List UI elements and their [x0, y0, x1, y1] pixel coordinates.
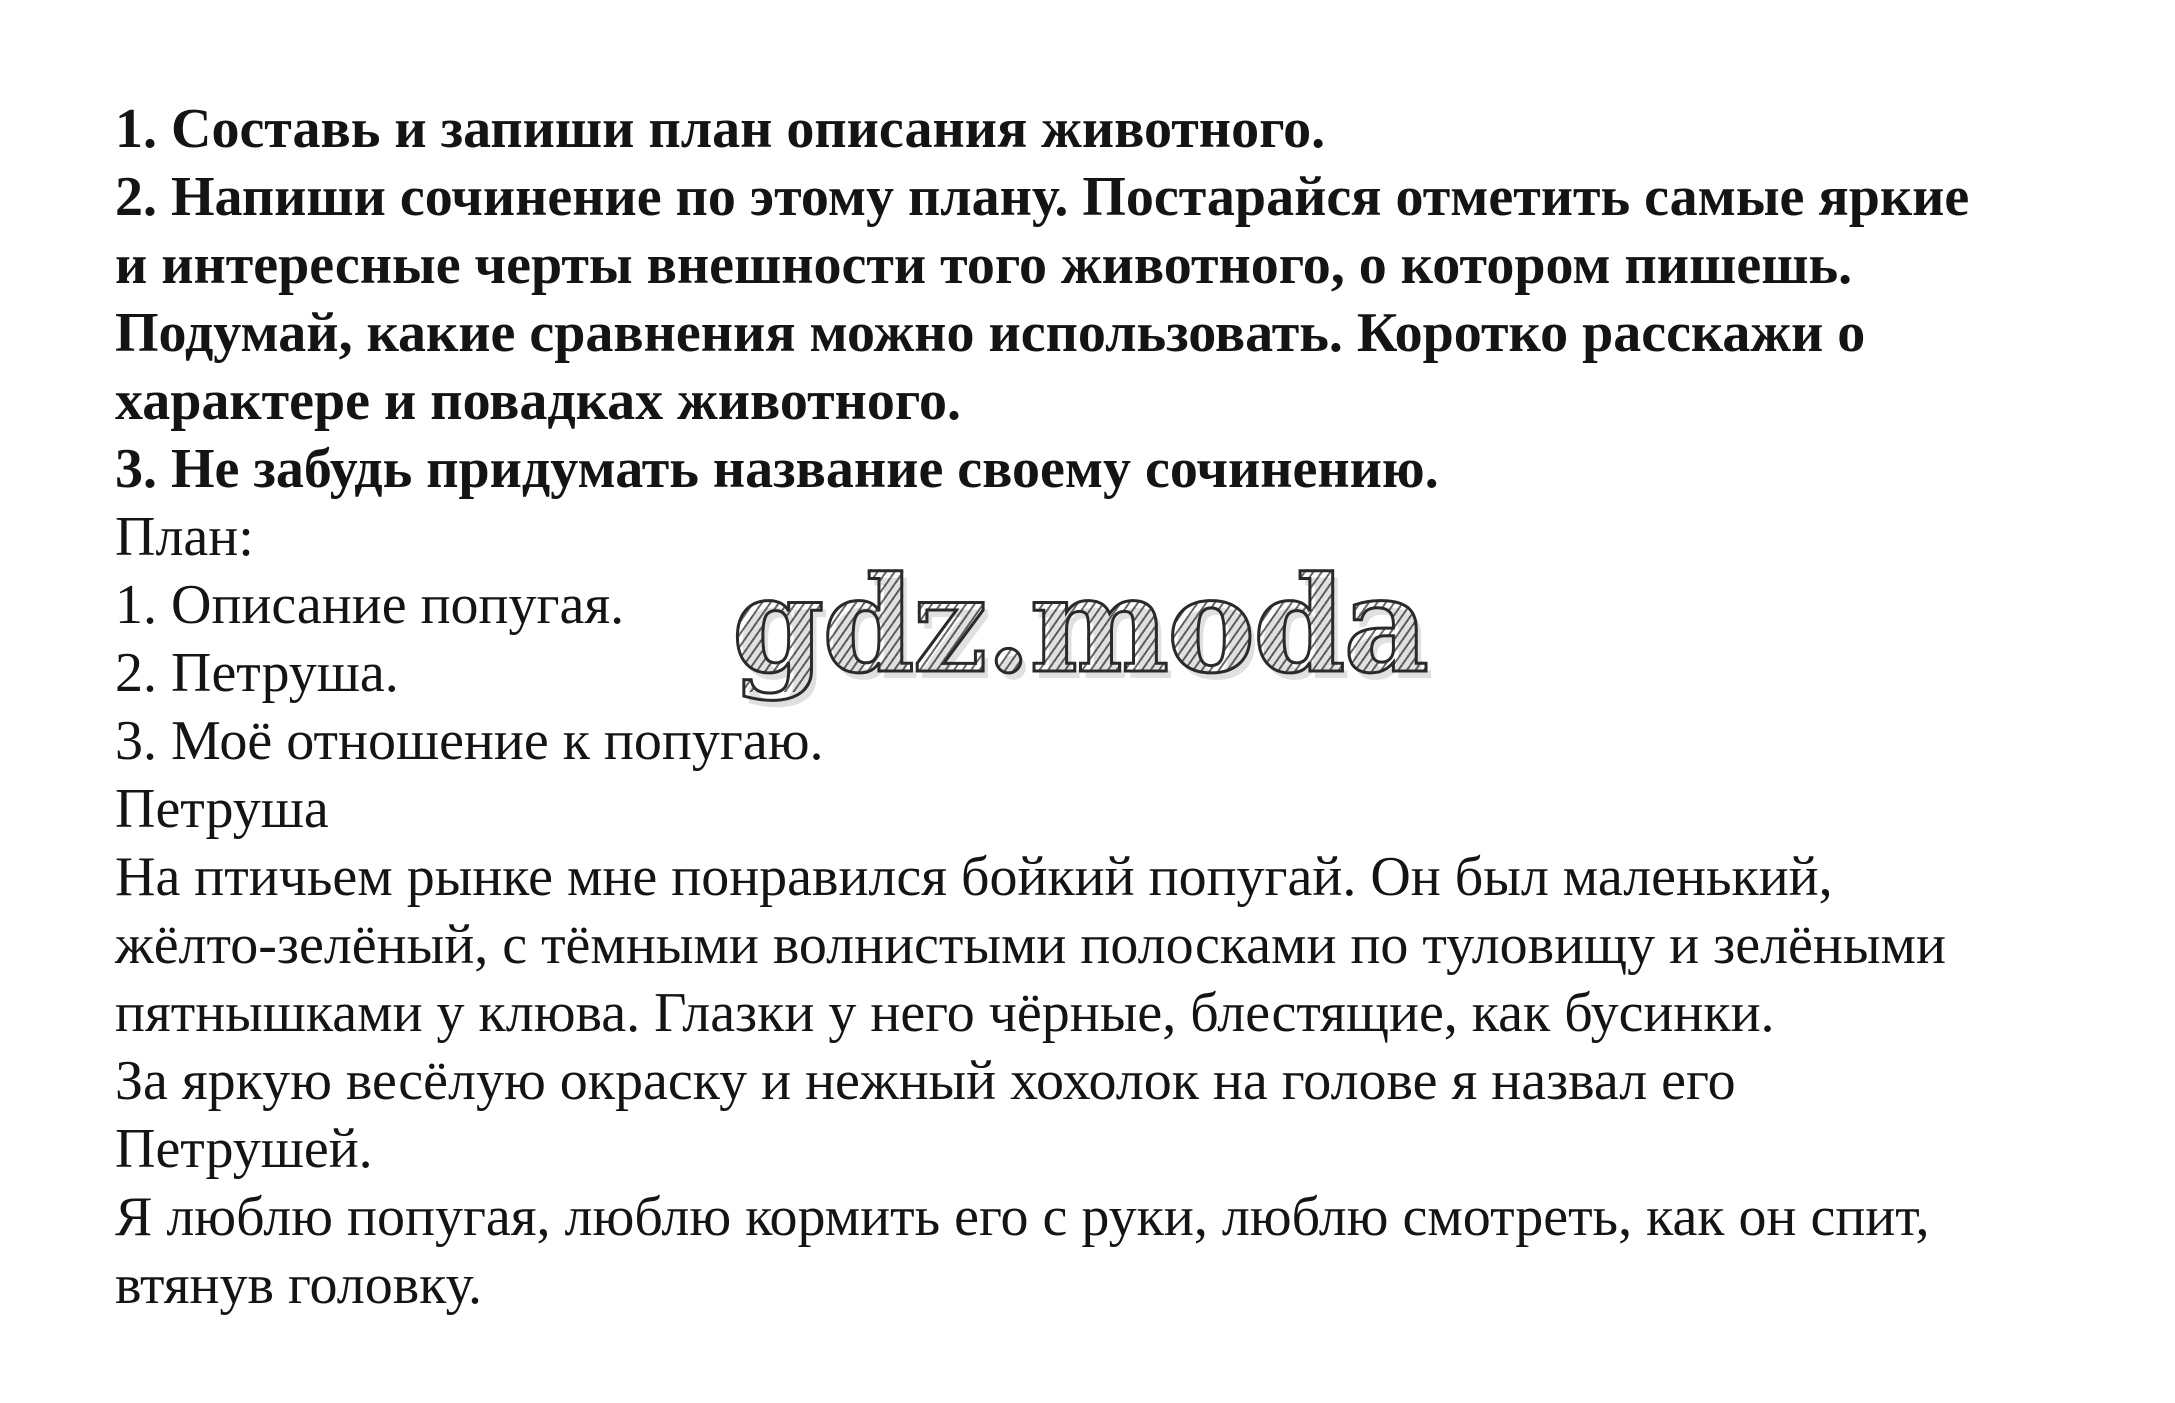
- plan-heading: План:: [115, 506, 254, 568]
- task-line: и интересные черты внешности того животного, о котором пишешь.: [115, 234, 1853, 296]
- task-line: 2. Напиши сочинение по этому плану. Постарайся отметить самые яркие: [115, 166, 1970, 228]
- essay-title: Петруша: [115, 778, 329, 840]
- essay-line: втянув головку.: [115, 1254, 482, 1316]
- watermark: gdz.moda: [732, 548, 1428, 703]
- essay-line: Петрушей.: [115, 1118, 373, 1180]
- plan-item: 1. Описание попугая.: [115, 574, 625, 636]
- document-page: [115, 95, 2115, 1319]
- plan-item: 2. Петруша.: [115, 642, 399, 704]
- essay-line: За яркую весёлую окраску и нежный хохолок на голове я назвал его: [115, 1050, 1736, 1112]
- essay-line: На птичьем рынке мне понравился бойкий попугай. Он был маленький,: [115, 846, 1833, 908]
- task-line: характере и повадках животного.: [115, 370, 961, 432]
- essay-line: жёлто-зелёный, с тёмными волнистыми полосками по туловищу и зелёными: [115, 914, 1946, 976]
- essay-line: пятнышками у клюва. Глазки у него чёрные, блестящие, как бусинки.: [115, 982, 1775, 1044]
- essay-line: Я люблю попугая, люблю кормить его с руки, люблю смотреть, как он спит,: [115, 1186, 1930, 1248]
- task-line: 1. Составь и запиши план описания животного.: [115, 98, 1326, 160]
- task-line: Подумай, какие сравнения можно использовать. Коротко расскажи о: [115, 302, 1866, 364]
- task-line: 3. Не забудь придумать название своему сочинению.: [115, 438, 1439, 500]
- plan-item: 3. Моё отношение к попугаю.: [115, 710, 824, 772]
